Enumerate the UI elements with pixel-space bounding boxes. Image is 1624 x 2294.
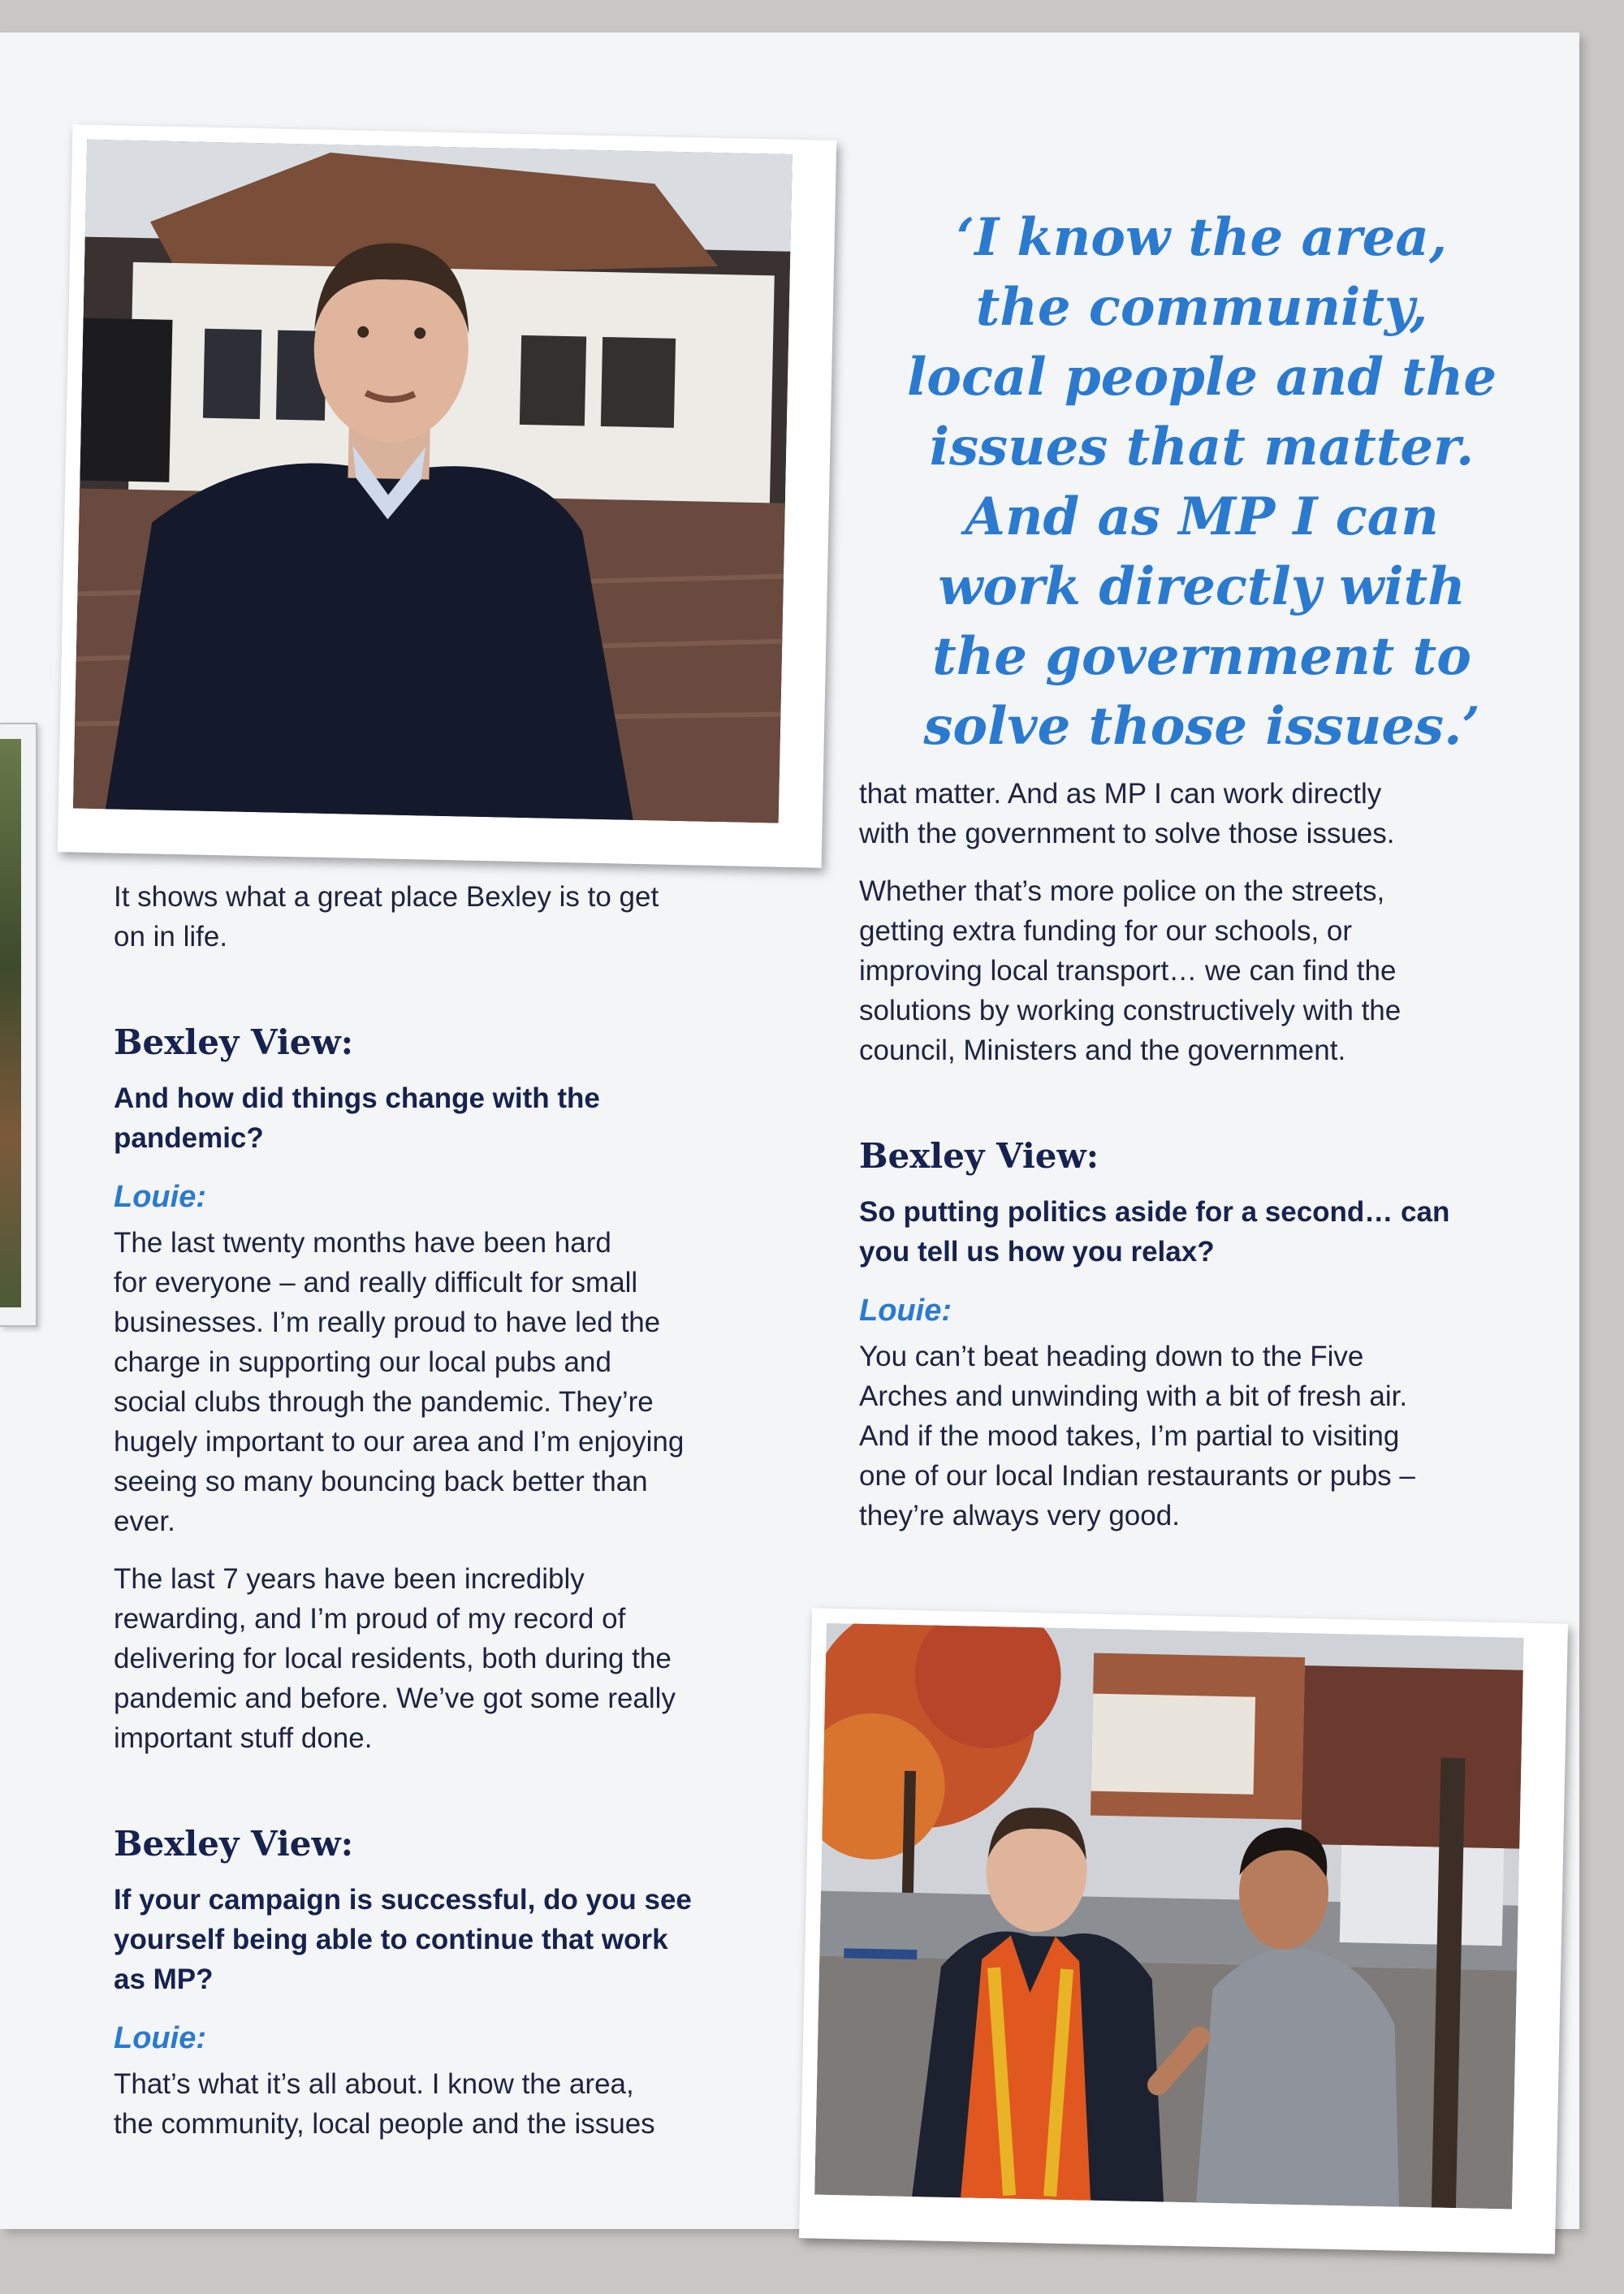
- quote-line: local people and the: [906, 347, 1497, 408]
- question-3: [859, 1192, 1541, 1272]
- answer-line: ever.: [114, 1506, 175, 1537]
- answer-line: charge in supporting our local pubs and: [114, 1346, 611, 1378]
- adjacent-photo-strip: [0, 739, 21, 1307]
- quote-line: ‘I know the area,: [956, 207, 1448, 268]
- answer-paragraph: [859, 1337, 1541, 1536]
- street-photo: [799, 1608, 1568, 2253]
- left-column: [114, 877, 796, 2162]
- answer-line: council, Ministers and the government.: [859, 1035, 1346, 1066]
- answer-line: getting extra funding for our schools, or: [859, 915, 1353, 947]
- answer-paragraph: [114, 1223, 796, 1541]
- speaker-label: Louie:: [859, 1294, 952, 1328]
- answer-line: important stuff done.: [114, 1722, 373, 1754]
- answer-line: hugely important to our area and I’m enjoying: [114, 1426, 685, 1458]
- question-2: [114, 1880, 796, 1999]
- section-heading: Bexley View:: [114, 1824, 354, 1864]
- section-heading: Bexley View:: [859, 1136, 1099, 1176]
- answer-line: Whether that’s more police on the streets,: [859, 875, 1385, 907]
- answer-line: The last twenty months have been hard: [114, 1227, 611, 1259]
- question-1: [114, 1078, 796, 1158]
- question-line: So putting politics aside for a second… can: [859, 1196, 1450, 1228]
- answer-line: improving local transport… we can find the: [859, 955, 1397, 987]
- question-line: you tell us how you relax?: [859, 1236, 1215, 1268]
- question-line: as MP?: [114, 1964, 214, 1995]
- right-column: [859, 774, 1541, 1553]
- magazine-page: [0, 32, 1579, 2229]
- answer-line: they’re always very good.: [859, 1500, 1180, 1531]
- answer-line: The last 7 years have been incredibly: [114, 1563, 585, 1595]
- intro-line: It shows what a great place Bexley is to get: [114, 881, 659, 913]
- continued-paragraph: [859, 774, 1541, 853]
- street-photo-illustration: [814, 1623, 1524, 2210]
- portrait-photo: [58, 124, 837, 868]
- answer-paragraph: [859, 871, 1541, 1070]
- speaker-label: Louie:: [114, 2021, 206, 2055]
- answer-line: solutions by working constructively with the: [859, 995, 1402, 1026]
- pull-quote: [873, 203, 1531, 762]
- question-line: yourself being able to continue that work: [114, 1924, 668, 1955]
- question-line: If your campaign is successful, do you see: [114, 1884, 692, 1916]
- answer-line: delivering for local residents, both during the: [114, 1643, 672, 1674]
- answer-line: seeing so many bouncing back better than: [114, 1466, 648, 1497]
- quote-line: solve those issues.’: [923, 696, 1480, 757]
- answer-line: And if the mood takes, I’m partial to visiting: [859, 1420, 1400, 1452]
- answer-line: Arches and unwinding with a bit of fresh air.: [859, 1380, 1408, 1412]
- answer-line: social clubs through the pandemic. They’re: [114, 1386, 654, 1418]
- adjacent-page-edge: [0, 723, 37, 1327]
- quote-line: issues that matter.: [929, 417, 1475, 477]
- question-line: pandemic?: [114, 1122, 264, 1154]
- speaker-label: Louie:: [114, 1180, 206, 1214]
- quote-line: the government to: [932, 626, 1471, 687]
- answer-line: with the government to solve those issues.: [859, 818, 1395, 849]
- answer-paragraph: [114, 2064, 796, 2144]
- answer-line: that matter. And as MP I can work directly: [859, 778, 1382, 810]
- answer-line: one of our local Indian restaurants or pubs –: [859, 1460, 1415, 1492]
- answer-line: businesses. I’m really proud to have led the: [114, 1307, 661, 1338]
- answer-line: You can’t beat heading down to the Five: [859, 1341, 1364, 1372]
- answer-line: the community, local people and the issues: [114, 2108, 655, 2140]
- quote-line: the community,: [975, 277, 1428, 338]
- answer-line: rewarding, and I’m proud of my record of: [114, 1603, 626, 1635]
- question-line: And how did things change with the: [114, 1082, 600, 1114]
- intro-line: on in life.: [114, 921, 228, 953]
- intro-paragraph: [114, 877, 796, 957]
- answer-line: That’s what it’s all about. I know the area,: [114, 2068, 634, 2100]
- portrait-photo-illustration: [73, 140, 793, 823]
- answer-line: pandemic and before. We’ve got some really: [114, 1683, 676, 1714]
- answer-line: for everyone – and really difficult for small: [114, 1267, 638, 1298]
- section-heading: Bexley View:: [114, 1022, 354, 1062]
- quote-line: work directly with: [938, 556, 1466, 617]
- quote-line: And as MP I can: [965, 486, 1439, 547]
- answer-paragraph: [114, 1559, 796, 1758]
